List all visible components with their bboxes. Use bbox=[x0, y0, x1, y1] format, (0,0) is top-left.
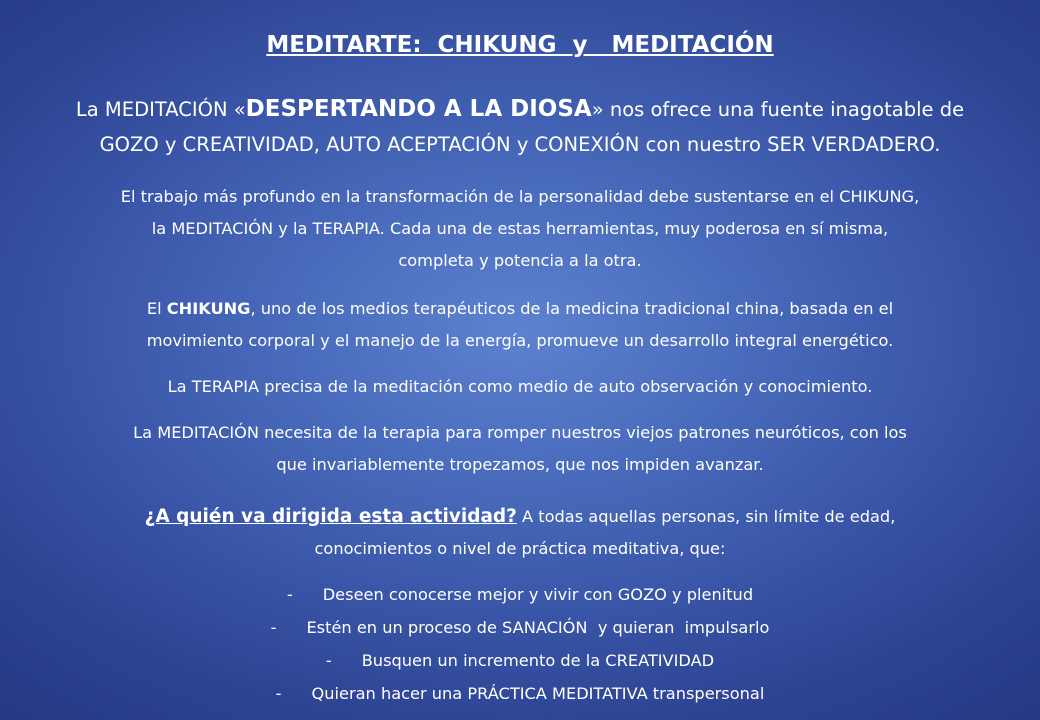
transformation-line-2: la MEDITACIÓN y la TERAPIA. Cada una de estas herramientas, muy poderosa en sí misma, bbox=[151, 219, 889, 238]
chikung-text-post: , uno de los medios terapéuticos de la medicina tradicional china, basada en el bbox=[250, 299, 894, 318]
bullet-dash: - bbox=[325, 651, 332, 670]
audience-question: ¿A quién va dirigida esta actividad? bbox=[144, 506, 517, 527]
slide-title: MEDITARTE: CHIKUNG y MEDITACIÓN bbox=[266, 32, 774, 58]
bullet-text: Estén en un proceso de SANACIÓN y quieran impulsarlo bbox=[306, 618, 770, 637]
bullet-dash: - bbox=[286, 585, 293, 604]
bullet-item bbox=[0, 677, 1040, 710]
transformation-line-1: El trabajo más profundo en la transformación de la personalidad debe sustentarse en el CHIKUNG, bbox=[120, 187, 920, 206]
bullet-text: Quieran hacer una PRÁCTICA MEDITATIVA transpersonal bbox=[311, 684, 765, 703]
intro-text-post: » nos ofrece una fuente inagotable de bbox=[591, 98, 965, 121]
intro-line-2: GOZO y CREATIVIDAD, AUTO ACEPTACIÓN y CONEXIÓN con nuestro SER VERDADERO. bbox=[99, 133, 941, 156]
transformation-paragraph bbox=[20, 181, 1020, 277]
chikung-bold: CHIKUNG bbox=[166, 299, 251, 318]
bullet-text: Deseen conocerse mejor y vivir con GOZO y plenitud bbox=[322, 585, 754, 604]
audience-text-post: A todas aquellas personas, sin límite de edad, bbox=[516, 507, 896, 526]
bullet-dash: - bbox=[270, 618, 277, 637]
chikung-text-pre: El bbox=[146, 299, 167, 318]
intro-text-pre: La MEDITACIÓN « bbox=[75, 98, 246, 121]
intro-paragraph bbox=[20, 92, 1020, 162]
chikung-line-2: movimiento corporal y el manejo de la energía, promueve un desarrollo integral energético. bbox=[146, 331, 894, 350]
meditation-line-1: La MEDITACIÓN necesita de la terapia para romper nuestros viejos patrones neuróticos, con los bbox=[133, 423, 907, 442]
audience-line-2: conocimientos o nivel de práctica meditativa, que: bbox=[314, 539, 726, 558]
meditation-line-2: que invariablemente tropezamos, que nos impiden avanzar. bbox=[276, 455, 764, 474]
bullet-text: Busquen un incremento de la CREATIVIDAD bbox=[361, 651, 715, 670]
bullet-item bbox=[0, 578, 1040, 611]
bullet-dash: - bbox=[275, 684, 282, 703]
meditation-paragraph bbox=[20, 417, 1020, 481]
therapy-paragraph: La TERAPIA precisa de la meditación como medio de auto observación y conocimiento. bbox=[167, 377, 873, 396]
bullet-item bbox=[0, 644, 1040, 677]
transformation-line-3: completa y potencia a la otra. bbox=[398, 251, 642, 270]
chikung-paragraph bbox=[20, 293, 1020, 357]
audience-paragraph bbox=[20, 501, 1020, 565]
bullet-item bbox=[0, 611, 1040, 644]
audience-bullet-list bbox=[0, 578, 1040, 710]
intro-highlight: DESPERTANDO A LA DIOSA bbox=[245, 96, 592, 122]
